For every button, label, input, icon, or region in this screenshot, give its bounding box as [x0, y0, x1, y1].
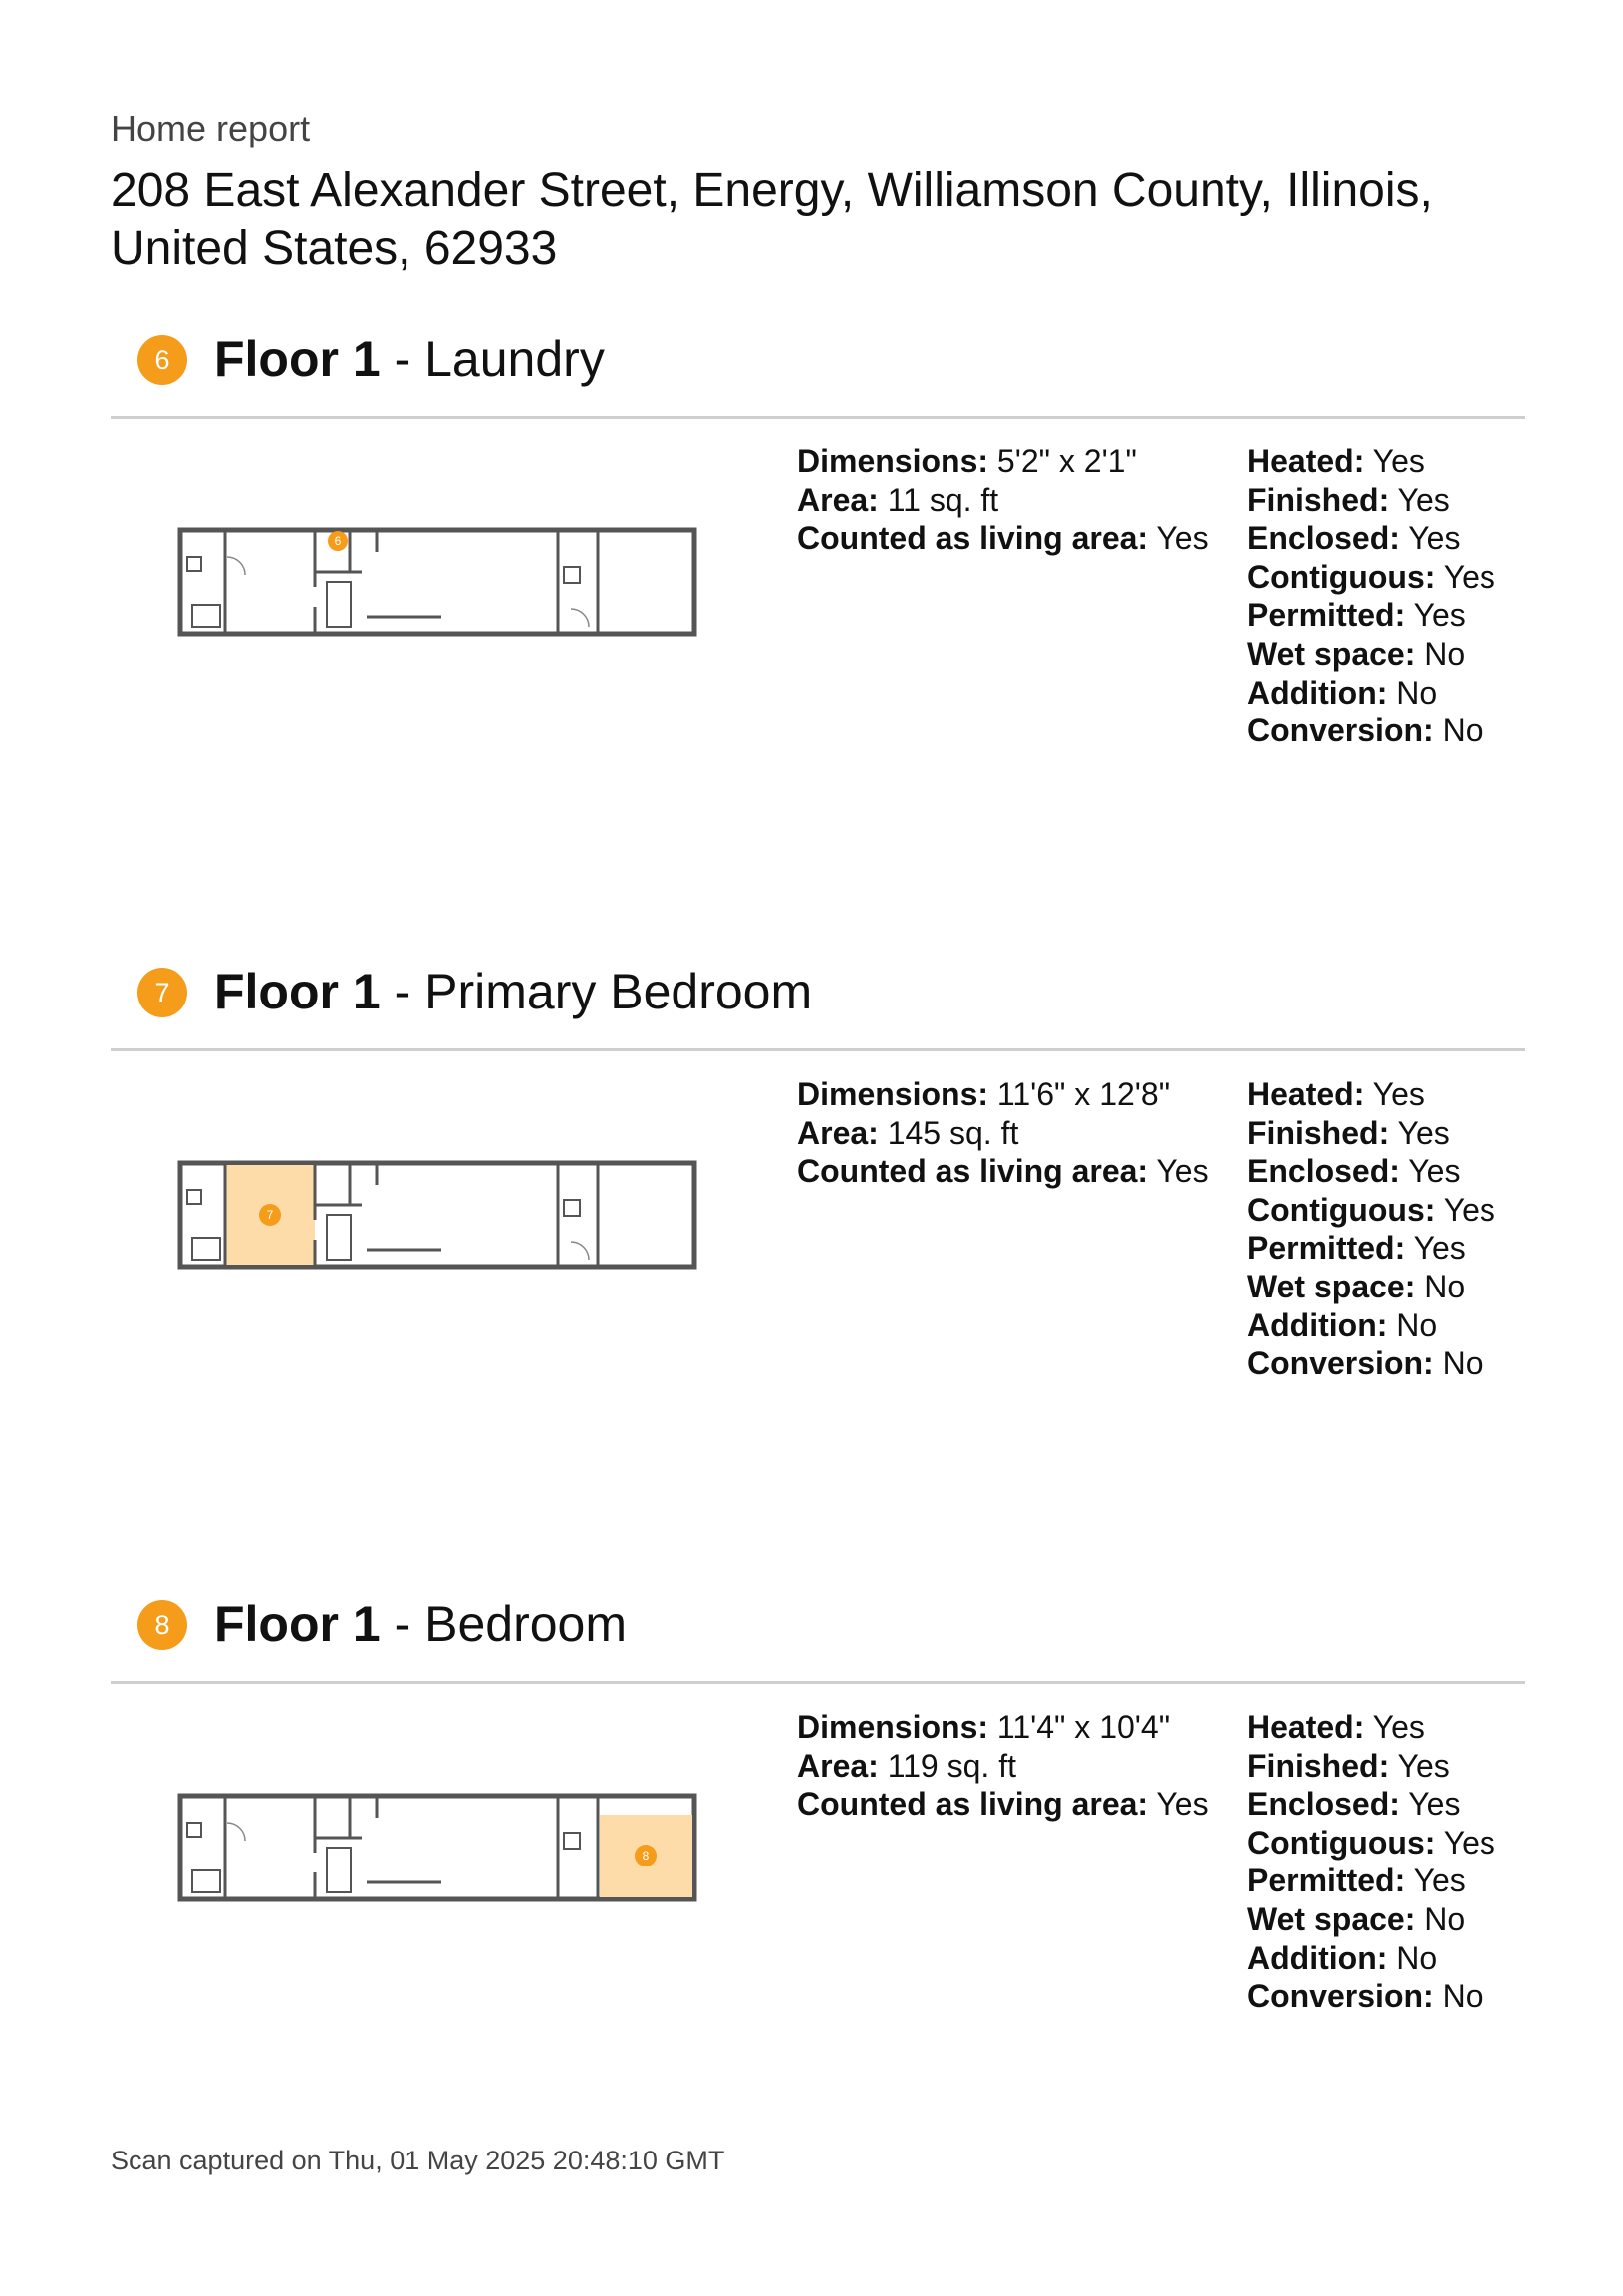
section-divider	[111, 1681, 1525, 1684]
property-conversion: Conversion: No	[1247, 713, 1484, 749]
room-location-marker-label: 8	[642, 1849, 650, 1863]
detail-dimensions: Dimensions: 11'4" x 10'4"	[797, 1709, 1171, 1745]
room-title-separator: -	[380, 964, 425, 1019]
room-name: Laundry	[424, 331, 605, 387]
floor-plan-fixture	[327, 1215, 351, 1260]
detail-dimensions: Dimensions: 5'2" x 2'1"	[797, 443, 1137, 479]
property-address: 208 East Alexander Street, Energy, Williamson County, Illinois, United States, 62933	[111, 164, 1433, 275]
floor-plan-bathtub	[192, 1238, 220, 1260]
property-heated: Heated: Yes	[1247, 443, 1425, 479]
floor-plan-toilet	[187, 1190, 201, 1204]
room-name: Primary Bedroom	[424, 964, 813, 1019]
floor-plan-toilet	[187, 1823, 201, 1837]
property-heated: Heated: Yes	[1247, 1709, 1425, 1745]
floor-plan-toilet	[564, 1833, 580, 1849]
room-section-bedroom	[0, 1586, 1623, 2145]
room-title-separator: -	[380, 1596, 425, 1652]
floor-plan-thumbnail	[177, 1793, 697, 1908]
room-floor: Floor 1	[214, 331, 381, 387]
floor-plan-drawing	[177, 1160, 697, 1276]
property-heated: Heated: Yes	[1247, 1076, 1425, 1112]
floor-plan-drawing	[177, 527, 697, 643]
room-details	[797, 1708, 1209, 1824]
detail-area: Area: 11 sq. ft	[797, 481, 999, 518]
property-contiguous: Contiguous: Yes	[1247, 558, 1495, 595]
property-addition: Addition: No	[1247, 1939, 1438, 1976]
floor-plan-bathtub	[192, 1870, 220, 1892]
floor-plan-bathtub	[192, 605, 220, 627]
room-number-badge: 6	[137, 335, 187, 385]
detail-area: Area: 119 sq. ft	[797, 1747, 1016, 1784]
property-permitted: Permitted: Yes	[1247, 1230, 1466, 1267]
room-number-badge: 8	[137, 1600, 187, 1650]
detail-area: Area: 145 sq. ft	[797, 1114, 1019, 1151]
floor-plan-toilet	[564, 1200, 580, 1216]
property-enclosed: Enclosed: Yes	[1247, 520, 1461, 557]
detail-living-area: Counted as living area: Yes	[797, 1786, 1209, 1823]
room-location-marker-label: 6	[334, 534, 342, 548]
room-section-primary-bedroom	[0, 954, 1623, 1512]
property-contiguous: Contiguous: Yes	[1247, 1191, 1495, 1228]
room-properties	[1247, 1708, 1495, 2016]
property-wet-space: Wet space: No	[1247, 1900, 1466, 1937]
room-number-badge: 7	[137, 968, 187, 1017]
room-location-marker-label: 7	[266, 1208, 274, 1222]
room-properties	[1247, 1075, 1495, 1383]
room-floor: Floor 1	[214, 964, 381, 1019]
detail-dimensions: Dimensions: 11'6" x 12'8"	[797, 1076, 1171, 1112]
room-floor: Floor 1	[214, 1596, 381, 1652]
floor-plan-fixture	[327, 582, 351, 627]
section-divider	[111, 416, 1525, 419]
property-enclosed: Enclosed: Yes	[1247, 1786, 1461, 1823]
property-wet-space: Wet space: No	[1247, 635, 1466, 672]
scan-timestamp: Scan captured on Thu, 01 May 2025 20:48:10 GMT	[111, 2146, 725, 2175]
room-header	[111, 954, 1525, 1033]
floor-plan-thumbnail	[177, 1160, 697, 1276]
property-wet-space: Wet space: No	[1247, 1268, 1466, 1304]
report-label: Home report	[111, 108, 311, 148]
property-enclosed: Enclosed: Yes	[1247, 1153, 1461, 1190]
floor-plan-toilet	[187, 557, 201, 571]
room-properties	[1247, 442, 1495, 750]
property-permitted: Permitted: Yes	[1247, 597, 1466, 634]
room-details	[797, 1075, 1209, 1191]
room-section-laundry	[0, 321, 1623, 879]
floor-plan-fixture	[327, 1848, 351, 1892]
property-addition: Addition: No	[1247, 674, 1438, 711]
property-permitted: Permitted: Yes	[1247, 1863, 1466, 1899]
detail-living-area: Counted as living area: Yes	[797, 520, 1209, 557]
room-header	[111, 321, 1525, 401]
room-header	[111, 1586, 1525, 1666]
room-title	[214, 960, 812, 1023]
room-name: Bedroom	[424, 1596, 628, 1652]
room-title-separator: -	[380, 331, 425, 387]
property-finished: Finished: Yes	[1247, 1114, 1450, 1151]
property-contiguous: Contiguous: Yes	[1247, 1824, 1495, 1861]
room-title	[214, 327, 605, 391]
floor-plan-toilet	[564, 567, 580, 583]
floor-plan-thumbnail	[177, 527, 697, 643]
section-divider	[111, 1048, 1525, 1051]
property-finished: Finished: Yes	[1247, 481, 1450, 518]
property-conversion: Conversion: No	[1247, 1978, 1484, 2015]
property-addition: Addition: No	[1247, 1306, 1438, 1343]
property-finished: Finished: Yes	[1247, 1747, 1450, 1784]
room-title	[214, 1592, 627, 1656]
property-conversion: Conversion: No	[1247, 1345, 1484, 1382]
detail-living-area: Counted as living area: Yes	[797, 1153, 1209, 1190]
room-details	[797, 442, 1209, 558]
floor-plan-drawing	[177, 1793, 697, 1908]
